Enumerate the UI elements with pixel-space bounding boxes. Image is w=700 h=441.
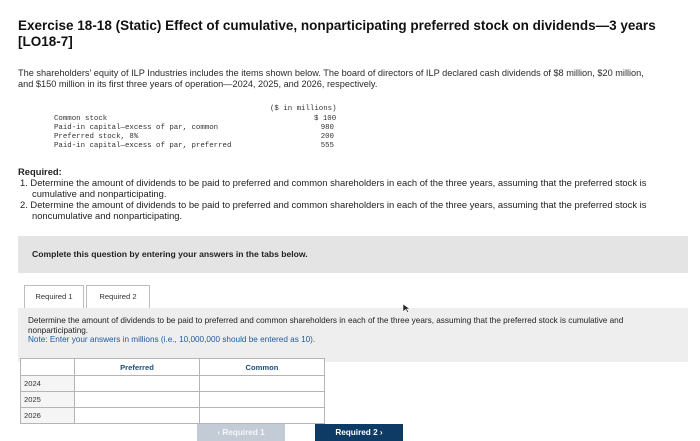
table-row bbox=[21, 392, 325, 408]
exercise-intro: The shareholders' equity of ILP Industries includes the items shown below. The board of directors of ILP declared cash dividends of $8 million, $20 million, and $150 million in its first three years of operation—2024, 2025, and 2026, respectively. bbox=[18, 68, 644, 89]
common-2025-input[interactable] bbox=[200, 392, 325, 408]
answer-grid-header bbox=[21, 359, 325, 376]
common-2024-input[interactable] bbox=[200, 376, 325, 392]
instructions-text bbox=[28, 316, 678, 345]
equity-row-label: Paid-in capital—excess of par, preferred bbox=[54, 142, 232, 150]
answer-grid bbox=[20, 358, 325, 424]
equity-row-label: Preferred stock, 8% bbox=[54, 133, 139, 141]
equity-row-label: Paid-in capital—excess of par, common bbox=[54, 124, 219, 132]
preferred-2026-input[interactable] bbox=[75, 408, 200, 424]
complete-prompt: Complete this question by entering your answers in the tabs below. bbox=[32, 249, 308, 259]
exercise-title: Exercise 18-18 (Static) Effect of cumulative, nonparticipating preferred stock on dividends—3 years [LO18-7] bbox=[18, 18, 656, 49]
tab-required-2[interactable]: Required 2 bbox=[86, 285, 150, 309]
table-row bbox=[21, 408, 325, 424]
instructions-body: Determine the amount of dividends to be paid to preferred and common shareholders in each of the three years, assuming that the preferred stock is cumulative and nonparticipating. bbox=[28, 316, 624, 335]
equity-row-value: 555 bbox=[320, 142, 334, 150]
equity-row-value: 980 bbox=[320, 124, 334, 132]
common-2026-input[interactable] bbox=[200, 408, 325, 424]
grid-header-common: Common bbox=[200, 359, 325, 376]
instructions-note: Note: Enter your answers in millions (i.e., 10,000,000 should be entered as 10). bbox=[28, 335, 316, 345]
grid-header-preferred: Preferred bbox=[75, 359, 200, 376]
mouse-pointer-icon bbox=[402, 303, 412, 313]
prev-required-button[interactable]: ‹ Required 1 bbox=[197, 424, 285, 441]
grid-corner bbox=[21, 359, 75, 376]
grid-year-label: 2025 bbox=[21, 392, 75, 408]
equity-unit-label: ($ in millions) bbox=[270, 105, 337, 113]
equity-row-label: Common stock bbox=[54, 115, 108, 123]
grid-year-label: 2026 bbox=[21, 408, 75, 424]
required-heading: Required: bbox=[18, 166, 62, 177]
required-item-2: 2. Determine the amount of dividends to be paid to preferred and common shareholders in each of the three years, assuming that the preferred stock is noncumulative and nonparticipating. bbox=[20, 199, 647, 221]
equity-row-value: $ 100 bbox=[314, 115, 337, 123]
grid-year-label: 2024 bbox=[21, 376, 75, 392]
instructions-panel bbox=[18, 308, 688, 362]
preferred-2024-input[interactable] bbox=[75, 376, 200, 392]
complete-prompt-box bbox=[18, 236, 688, 273]
required-item-1: 1. Determine the amount of dividends to be paid to preferred and common shareholders in each of the three years, assuming that the preferred stock is cumulative and nonparticipating. bbox=[20, 177, 647, 199]
preferred-2025-input[interactable] bbox=[75, 392, 200, 408]
required-section bbox=[18, 166, 658, 221]
table-row bbox=[21, 376, 325, 392]
tab-required-1[interactable]: Required 1 bbox=[24, 285, 84, 309]
equity-row-value: 200 bbox=[320, 133, 334, 141]
next-required-button[interactable]: Required 2 › bbox=[315, 424, 403, 441]
